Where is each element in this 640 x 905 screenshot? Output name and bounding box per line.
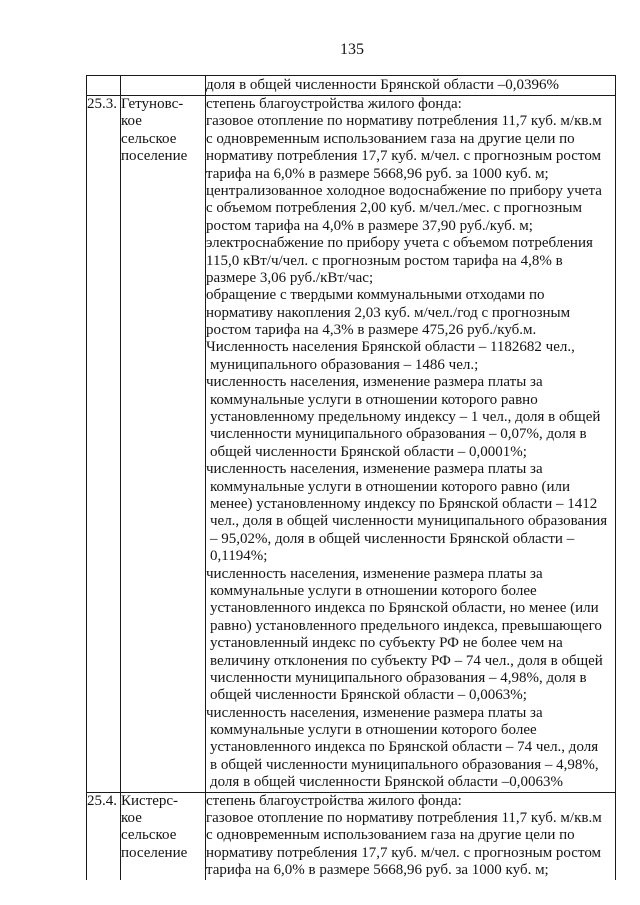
settlement-name-line: Гетуновс-	[121, 96, 184, 112]
text-line: равно) установленного предельного индекса, превышающего	[210, 617, 602, 634]
text-line: ростом тарифа на 4,3% в размере 475,26 руб./куб.м.	[206, 322, 537, 339]
row-description	[206, 96, 616, 793]
table-row-25-4	[87, 792, 616, 879]
text-line: установленный индекс по субъекту РФ не более чем на	[210, 635, 563, 652]
row-number-text: 25.3.	[87, 96, 117, 112]
row-number	[87, 96, 121, 793]
text-line: численность населения, изменение размера платы за	[206, 461, 543, 478]
row-number-text: 25.4.	[87, 792, 117, 809]
text-line: ростом тарифа на 4,0% в размере 37,90 руб./куб. м;	[206, 217, 533, 234]
text-line: тарифа на 6,0% в размере 5668,96 руб. за 1000 куб. м;	[206, 165, 549, 182]
text-line: степень благоустройства жилого фонда:	[206, 96, 462, 112]
text-line: численность населения, изменение размера платы за	[206, 704, 543, 721]
text-line: установленному предельному индексу – 1 чел., доля в общей	[210, 409, 601, 426]
settlements-table	[86, 75, 616, 880]
text-line: с одновременным использованием газа на другие цели по	[206, 130, 575, 147]
text-line: нормативу потребления 17,7 куб. м/чел. с прогнозным ростом	[206, 844, 602, 861]
text-line: установленного индекса по Брянской области – 74 чел., доля	[210, 739, 599, 756]
text-line: обращение с твердыми коммунальными отходами по	[206, 287, 545, 304]
table-row-continuation	[87, 76, 616, 96]
settlement-name	[121, 96, 206, 793]
settlement-name-line: поселение	[121, 844, 188, 861]
text-line: газовое отопление по нормативу потребления 11,7 куб. м/кв.м	[206, 810, 602, 827]
row-description	[206, 792, 616, 879]
text-line: численности муниципального образования – 4,98%, доля в	[210, 669, 587, 686]
text-line: установленного индекса по Брянской области, но менее (или	[210, 600, 599, 617]
text-line: коммунальные услуги в отношении которого более	[210, 582, 537, 599]
page-number: 135	[340, 41, 364, 58]
text-line: величину отклонения по субъекту РФ – 74 чел., доля в общей	[210, 652, 603, 669]
text-line: коммунальные услуги в отношении которого равно	[210, 391, 538, 408]
text-line: чел., доля в общей численности муниципального образования	[210, 513, 608, 530]
text-line: Численность населения Брянской области – 1182682 чел.,	[206, 339, 575, 356]
settlement-name-line: кое	[121, 810, 142, 827]
text-line: коммунальные услуги в отношении которого равно (или	[210, 478, 570, 495]
text-line: численность населения, изменение размера платы за	[206, 565, 543, 582]
text-line: 115,0 кВт/ч/чел. с прогнозным ростом тарифа на 4,8% в	[206, 252, 563, 269]
table-row-25-3	[87, 96, 616, 793]
settlement-name-line: поселение	[121, 148, 188, 165]
text-line: численность населения, изменение размера платы за	[206, 374, 543, 391]
text-line: нормативу накопления 2,03 куб. м/чел./год с прогнозным	[206, 304, 571, 321]
text-line: менее) установленному индексу по Брянской области – 1412	[210, 495, 598, 512]
settlement-name-line: сельское	[121, 827, 177, 844]
text-line: нормативу потребления 17,7 куб. м/чел. с прогнозным ростом	[206, 148, 602, 165]
text-line: газовое отопление по нормативу потребления 11,7 куб. м/кв.м	[206, 113, 602, 130]
settlement-name	[121, 76, 206, 96]
text-line: общей численности Брянской области – 0,0001%;	[210, 443, 527, 460]
settlement-name-line: Кистерс-	[121, 792, 179, 809]
text-line: коммунальные услуги в отношении которого более	[210, 722, 537, 739]
text-line: с одновременным использованием газа на другие цели по	[206, 827, 575, 844]
row-number	[87, 76, 121, 96]
text-line: общей численности Брянской области – 0,0063%;	[210, 687, 527, 704]
text-line: с объемом потребления 2,00 куб. м/чел./мес. с прогнозным	[206, 200, 582, 217]
text-line: – 95,02%, доля в общей численности Брянской области –	[210, 530, 575, 547]
settlement-name-line: кое	[121, 113, 142, 130]
text-line: численности муниципального образования – 0,07%, доля в	[210, 426, 587, 443]
text-line: доля в общей численности Брянской области –0,0063%	[210, 774, 563, 791]
text-line: тарифа на 6,0% в размере 5668,96 руб. за 1000 куб. м;	[206, 862, 549, 879]
text-line: муниципального образования – 1486 чел.;	[210, 356, 479, 373]
text-line: электроснабжение по прибору учета с объемом потребления	[206, 235, 593, 252]
settlement-name	[121, 792, 206, 879]
text-line: степень благоустройства жилого фонда:	[206, 792, 462, 809]
text-line: централизованное холодное водоснабжение по прибору учета	[206, 182, 602, 199]
text-line: в общей численности муниципального образования – 4,98%,	[210, 756, 599, 773]
text-line: 0,1194%;	[210, 548, 268, 565]
settlement-name-line: сельское	[121, 130, 177, 147]
row-description	[206, 76, 616, 96]
text-line: размере 3,06 руб./кВт/час;	[206, 269, 374, 286]
text-line: доля в общей численности Брянской области –0,0396%	[206, 77, 559, 93]
row-number	[87, 792, 121, 879]
